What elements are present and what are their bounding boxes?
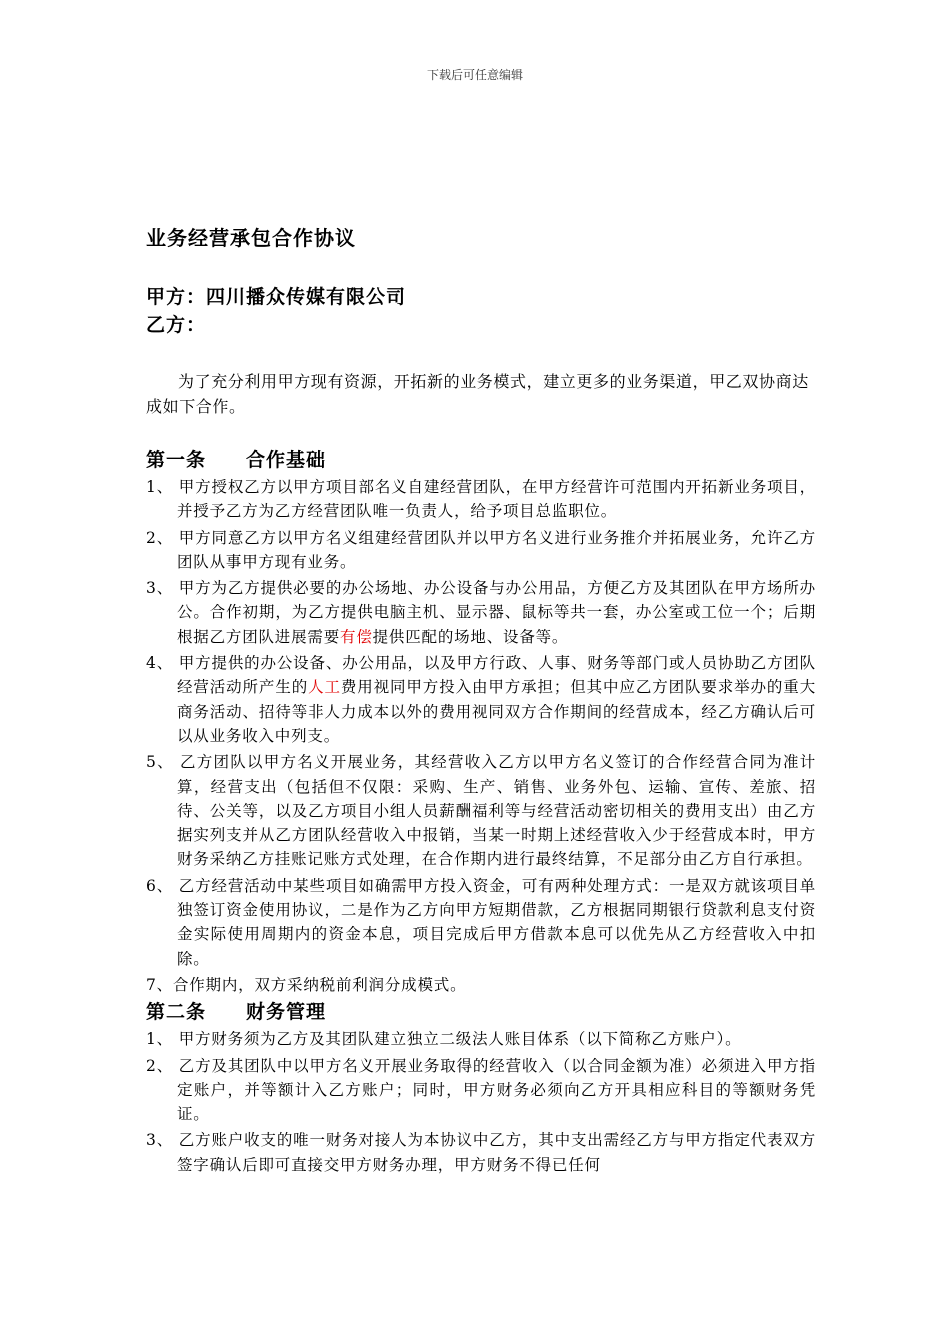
section-1-item-5: 5、 乙方团队以甲方名义开展业务，其经营收入乙方以甲方名义签订的合作经营合同为准计算，经营支出（包括但不仅限：采购、生产、销售、业务外包、运输、宣传、差旅、招待、公关等，以及乙方项目小组人员薪酬福利等与经营活动密切相关的费用支出）由乙方据实列支并从乙方团队经营收入中报销，当某一时期上述经营收入少于经营成本时，甲方财务采纳乙方挂账记账方式处理，在合作期内进行最终结算，不足部分由乙方自行承担。 xyxy=(146,753,816,869)
section-1-item-7: 7、合作期内，双方采纳税前利润分成模式。 xyxy=(146,975,467,994)
parties xyxy=(146,283,816,339)
section-2-name: 财务管理 xyxy=(246,1001,327,1024)
section-2-number: 第二条 xyxy=(146,1001,207,1024)
intro-paragraph: 为了充分利用甲方现有资源，开拓新的业务模式，建立更多的业务渠道，甲乙双协商达成如下合作。 xyxy=(146,372,809,416)
section-2-item-1: 1、 甲方财务须为乙方及其团队建立独立二级法人账目体系（以下简称乙方账户）。 xyxy=(146,1030,742,1049)
item-4-text-b: 费用视同甲方投入由甲方承担；但其中应乙方团队要求举办的重大商务活动、招待等非人力成本以外的费用视同双方合作期间的经营成本，经乙方确认后可以从业务收入中列支。 xyxy=(177,678,816,745)
section-2-title xyxy=(146,999,816,1025)
header-note: 下载后可任意编辑 xyxy=(426,68,523,82)
section-1-item-2: 2、 甲方同意乙方以甲方名义组建经营团队并以甲方名义进行业务推介并拓展业务，允许乙方团队从事甲方现有业务。 xyxy=(146,528,816,571)
document-title: 业务经营承包合作协议 xyxy=(146,226,356,250)
highlight-paid: 有偿 xyxy=(340,627,373,646)
section-1-item-4 xyxy=(146,651,816,748)
section-1-title xyxy=(146,447,816,473)
section-2-item-2: 2、 乙方及其团队中以甲方名义开展业务取得的经营收入（以合同金额为准）必须进入甲方指定账户，并等额计入乙方账户；同时，甲方财务必须向乙方开具相应科目的等额财务凭证。 xyxy=(146,1056,816,1124)
item-4-text-a: 4、 甲方提供的办公设备、办公用品，以及甲方行政、人事、财务等部门或人员协助乙方团队经营活动所产生的 xyxy=(146,654,816,697)
section-1-name: 合作基础 xyxy=(246,449,327,471)
party-b: 乙方： xyxy=(146,314,207,336)
section-1-item-1: 1、 甲方授权乙方以甲方项目部名义自建经营团队，在甲方经营许可范围内开拓新业务项目，并授予乙方为乙方经营团队唯一负责人，给予项目总监职位。 xyxy=(146,478,816,521)
section-1-item-6: 6、 乙方经营活动中某些项目如确需甲方投入资金，可有两种处理方式：一是双方就该项目单独签订资金使用协议，二是作为乙方向甲方短期借款，乙方根据同期银行贷款利息支付资金实际使用周期内的资金本息，项目完成后甲方借款本息可以优先从乙方经营收入中扣除。 xyxy=(146,876,816,968)
item-3-text-a: 3、 甲方为乙方提供必要的办公场地、办公设备与办公用品，方便乙方及其团队在甲方场所办公。合作初期，为乙方提供电脑主机、显示器、鼠标等共一套，办公室或工位一个；后期根据乙方团队进展需要 xyxy=(146,579,816,646)
item-3-text-b: 提供匹配的场地、设备等。 xyxy=(372,627,569,646)
section-1-item-3 xyxy=(146,576,816,649)
section-1-number: 第一条 xyxy=(146,449,207,471)
party-a: 甲方：四川播众传媒有限公司 xyxy=(146,286,407,308)
highlight-labor: 人工 xyxy=(308,678,341,697)
agreement-document xyxy=(146,222,816,1179)
section-2-item-3: 3、 乙方账户收支的唯一财务对接人为本协议中乙方，其中支出需经乙方与甲方指定代表双方签字确认后即可直接交甲方财务办理，甲方财务不得已任何 xyxy=(146,1131,816,1174)
